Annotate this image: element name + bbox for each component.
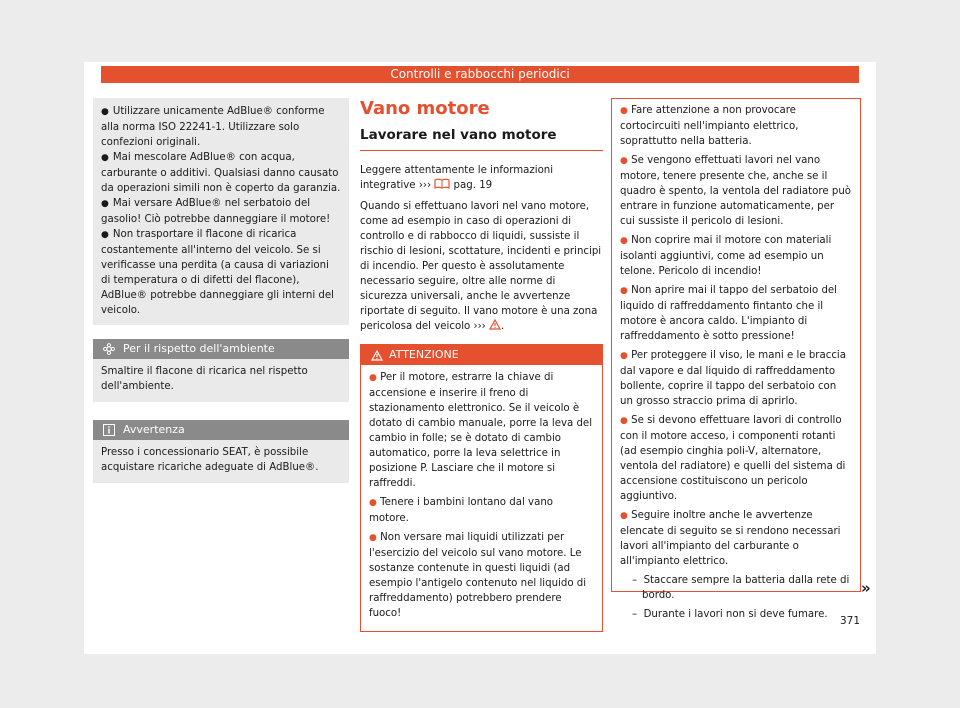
list-item: ● Tenere i bambini lontano dal vano motore. <box>369 497 554 524</box>
bullet-icon: ● <box>369 498 377 508</box>
list-item: ● Se si devono effettuare lavori di controllo con il motore acceso, i componenti rotanti (ad esempio cinghia poli-V, alternatore, ventola del radiatore) e quelli del sistema di accensione costituiscono un pericolo aggiuntivo. <box>620 415 846 502</box>
environment-box-text: Smaltire il flacone di ricarica nel rispetto dell'ambiente. <box>101 366 308 392</box>
list-item: ● Per il motore, estrarre la chiave di accensione e inserire il freno di stazionamento elettronico. Se il veicolo è dotato di cambio manuale, porre la leva del cambio in folle; se è dotato di cambio automatico, porre la leva selettrice in posizione P. Lasciare che il motore si raffreddi. <box>369 372 593 489</box>
list-item: ● Fare attenzione a non provocare cortocircuiti nell'impianto elettrico, soprattutto nella batteria. <box>620 105 799 147</box>
environment-box-header <box>93 339 349 359</box>
adblue-notes-box <box>93 98 349 325</box>
list-item: ● Mai mescolare AdBlue® con acqua, carburante o additivi. Qualsiasi danno causato da operazioni simili non è coperto da garanzia. <box>101 152 341 194</box>
warning-icon <box>371 350 383 361</box>
bullet-icon: ● <box>620 511 628 521</box>
bullet-icon: ● <box>620 416 628 426</box>
list-item: ● Non coprire mai il motore con materiali isolanti aggiuntivi, come ad esempio un telone. Pericolo di incendio! <box>620 235 832 277</box>
warning-box-title: ATTENZIONE <box>389 348 459 361</box>
sub-title: Lavorare nel vano motore <box>360 126 603 151</box>
info-icon <box>103 424 115 436</box>
note-box-text: Presso i concessionario SEAT, è possibile acquistare ricariche adeguate di AdBlue®. <box>101 447 319 473</box>
bullet-icon: ● <box>101 153 109 163</box>
list-item: ● Non aprire mai il tappo del serbatoio del liquido di raffreddamento fintanto che il motore è ancora caldo. L'impianto di raffreddamento è sotto pressione! <box>620 285 838 342</box>
book-icon[interactable] <box>434 178 450 189</box>
chapter-header: Controlli e rabbocchi periodici <box>101 66 859 83</box>
bullet-icon: ● <box>620 236 628 246</box>
bullet-icon: ● <box>620 106 628 116</box>
note-box-header <box>93 420 349 440</box>
environment-box <box>93 339 349 402</box>
warning-box-header <box>361 345 602 365</box>
list-item: ● Utilizzare unicamente AdBlue® conforme alla norma ISO 22241-1. Utilizzare solo confezioni originali. <box>101 106 325 148</box>
continue-arrow: » <box>861 579 871 597</box>
warning-triangle-icon[interactable] <box>489 319 501 330</box>
bullet-icon: ● <box>369 533 377 543</box>
body-paragraph: Quando si effettuano lavori nel vano motore, come ad esempio in caso di operazioni di controllo e di rabbocco di liquidi, sussiste il rischio di lesioni, scottature, incidenti e principi di incendio. Per questo è assolutamente necessario seguire, oltre alle norme di sicurezza universali, anche le avvertenze riportate di seguito. Il vano motore è una zona pericolosa del veicolo ››› . <box>360 201 602 332</box>
column-right <box>611 98 861 620</box>
list-item: ● Mai versare AdBlue® nel serbatoio del gasolio! Ciò potrebbe danneggiare il motore! <box>101 198 331 225</box>
warning-box-body <box>361 365 602 631</box>
bullet-icon: ● <box>101 230 109 240</box>
sub-list-item: – Durante i lavori non si deve fumare. <box>632 609 828 620</box>
list-item: ● Se vengono effettuati lavori nel vano motore, tenere presente che, anche se il quadro è spento, la ventola del radiatore può entrare in funzione automaticamente, per cui sussiste il pericolo di lesioni. <box>620 155 852 227</box>
environment-icon <box>103 343 115 355</box>
note-box-title: Avvertenza <box>123 423 185 436</box>
column-left <box>93 98 349 483</box>
list-item: ● Per proteggere il viso, le mani e le braccia dal vapore e dal liquido di raffreddamento bollente, coprire il tappo del serbatoio con un grosso straccio prima di aprirlo. <box>620 350 847 407</box>
warning-box <box>360 344 603 632</box>
page-number: 371 <box>840 615 861 627</box>
list-item: ● Seguire inoltre anche le avvertenze elencate di seguito se si rendono necessari lavori all'impianto del carburante o all'impianto elettrico. <box>620 510 841 567</box>
list-item: ● Non trasportare il flacone di ricarica costantemente all'interno del veicolo. Se si verificasse una perdita (a causa di variazioni di temperatura o di difetti del flacone), AdBlue® potrebbe danneggiare gli interni del veicolo. <box>101 229 334 316</box>
column-middle <box>360 98 603 632</box>
dash-icon: – <box>632 609 638 620</box>
list-item: ● Non versare mai liquidi utilizzati per l'esercizio del veicolo sul vano motore. Le sostanze contenute in questi liquidi (ad esempio l'antigelo contenuto nel liquido di raffreddamento) potrebbero prendere fuoco! <box>369 532 587 619</box>
bullet-icon: ● <box>101 199 109 209</box>
intro-paragraph: Leggere attentamente le informazioni integrative ››› pag. 19 <box>360 165 554 191</box>
bullet-icon: ● <box>620 156 628 166</box>
bullet-icon: ● <box>369 373 377 383</box>
warning-continuation-box <box>611 98 861 620</box>
dash-icon: – <box>632 575 638 586</box>
reference-arrows[interactable]: ››› <box>473 321 486 332</box>
page-reference[interactable]: pag. 19 <box>450 180 493 191</box>
environment-box-title: Per il rispetto dell'ambiente <box>123 342 275 355</box>
note-box <box>93 420 349 483</box>
section-title: Vano motore <box>360 98 490 119</box>
bullet-icon: ● <box>101 107 109 117</box>
sub-list-item: – Staccare sempre la batteria dalla rete di bordo. <box>632 575 850 601</box>
bullet-icon: ● <box>620 351 628 361</box>
bullet-icon: ● <box>620 286 628 296</box>
reference-arrows[interactable]: ››› <box>418 180 432 191</box>
